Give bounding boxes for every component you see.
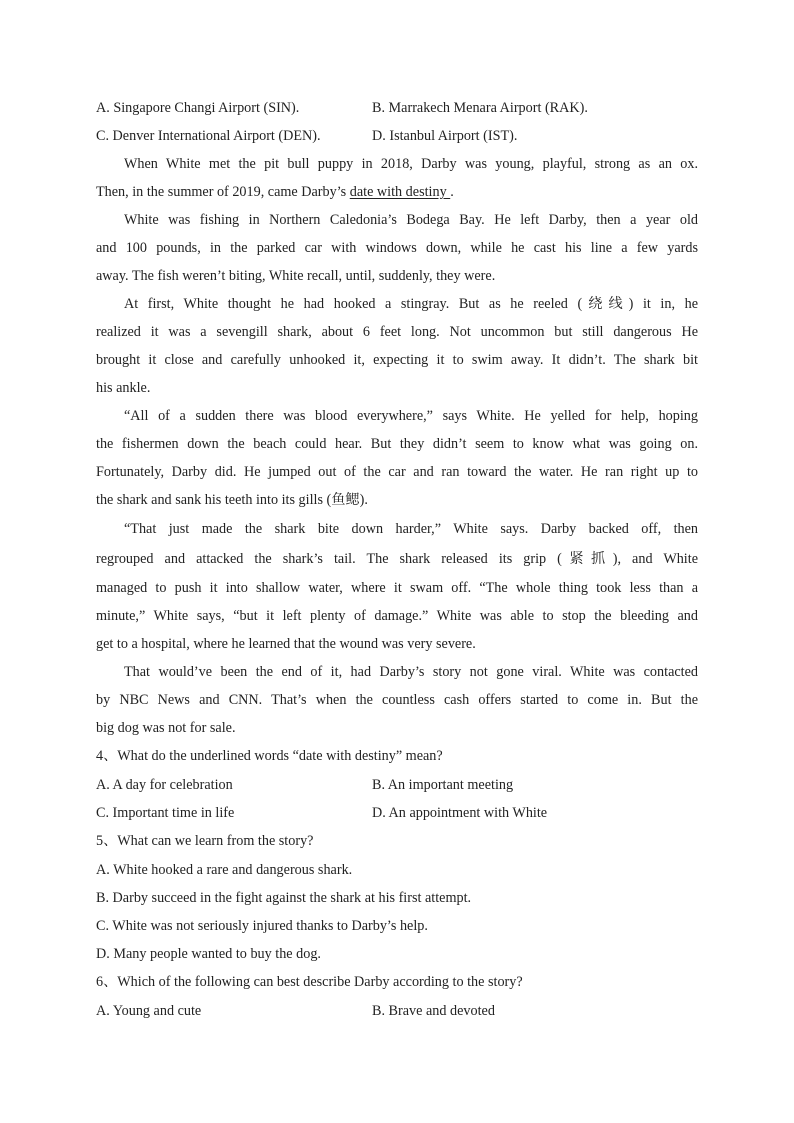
- passage-line: realized it was a sevengill shark, about 6 feet long. Not uncommon but still dangerous He: [96, 324, 698, 340]
- passage-line: At first, White thought he had hooked a stingray. But as he reeled (绕线) it in, he: [124, 296, 698, 312]
- question-4-stem: 4、What do the underlined words “date with destiny” mean?: [96, 748, 443, 764]
- passage-line: big dog was not for sale.: [96, 720, 236, 736]
- passage-line: That would’ve been the end of it, had Darby’s story not gone viral. White was contacted: [124, 664, 698, 680]
- passage-line: get to a hospital, where he learned that the wound was very severe.: [96, 636, 476, 652]
- passage-line: by NBC News and CNN. That’s when the countless cash offers started to come in. But the: [96, 692, 698, 708]
- passage-line: the fishermen down the beach could hear. But they didn’t seem to know what was going on.: [96, 436, 698, 452]
- q6-option-b: B. Brave and devoted: [372, 1003, 495, 1019]
- q3-option-d: D. Istanbul Airport (IST).: [372, 128, 518, 144]
- passage-line: Fortunately, Darby did. He jumped out of the car and ran toward the water. He ran right up to: [96, 464, 698, 480]
- document-page: [96, 94, 698, 1025]
- q4-option-a: A. A day for celebration: [96, 777, 233, 793]
- q3-option-c: C. Denver International Airport (DEN).: [96, 128, 321, 144]
- passage-line: the shark and sank his teeth into its gills (鱼鳃).: [96, 492, 368, 508]
- q6-option-a: A. Young and cute: [96, 1003, 202, 1019]
- q4-option-c: C. Important time in life: [96, 805, 235, 821]
- passage-line: White was fishing in Northern Caledonia’s Bodega Bay. He left Darby, then a year old: [124, 212, 698, 228]
- q3-option-row-1: [96, 94, 698, 122]
- passage-line: “That just made the shark bite down harder,” White says. Darby backed off, then: [124, 521, 698, 537]
- q5-option-c: C. White was not seriously injured thanks to Darby’s help.: [96, 918, 428, 934]
- passage-line: minute,” White says, “but it left plenty of damage.” White was able to stop the bleeding and: [96, 608, 698, 624]
- q3-option-row-2: [96, 122, 698, 150]
- underlined-phrase: date with destiny: [349, 184, 451, 200]
- question-6-stem: 6、Which of the following can best describe Darby according to the story?: [96, 974, 523, 990]
- q5-option-d: D. Many people wanted to buy the dog.: [96, 946, 321, 962]
- q4-option-b: B. An important meeting: [372, 777, 514, 793]
- q5-option-a: A. White hooked a rare and dangerous shark.: [96, 862, 353, 878]
- passage-line: away. The fish weren’t biting, White recall, until, suddenly, they were.: [96, 268, 496, 284]
- q4-option-d: D. An appointment with White: [372, 805, 548, 821]
- q4-option-row-1: [96, 771, 698, 799]
- q6-option-row-1: [96, 997, 698, 1025]
- passage-line: regrouped and attacked the shark’s tail. The shark released its grip (紧抓), and White: [96, 551, 698, 567]
- q3-option-a: A. Singapore Changi Airport (SIN).: [96, 100, 300, 116]
- passage-line: brought it close and carefully unhooked it, expecting it to swim away. It didn’t. The shark bit: [96, 352, 698, 368]
- passage: [96, 150, 698, 742]
- passage-line: managed to push it into shallow water, where it swam off. “The whole thing took less than a: [96, 580, 698, 596]
- passage-line: Then, in the summer of 2019, came Darby’s date with destiny .: [96, 184, 454, 200]
- passage-line: When White met the pit bull puppy in 2018, Darby was young, playful, strong as an ox.: [124, 156, 698, 172]
- q4-option-row-2: [96, 799, 698, 827]
- passage-line: and 100 pounds, in the parked car with windows down, while he cast his line a few yards: [96, 240, 698, 256]
- question-5-stem: 5、What can we learn from the story?: [96, 833, 314, 849]
- q3-option-b: B. Marrakech Menara Airport (RAK).: [372, 100, 588, 116]
- q5-option-b: B. Darby succeed in the fight against the shark at his first attempt.: [96, 890, 472, 906]
- passage-line: his ankle.: [96, 380, 151, 396]
- passage-line: “All of a sudden there was blood everywhere,” says White. He yelled for help, hoping: [124, 408, 698, 424]
